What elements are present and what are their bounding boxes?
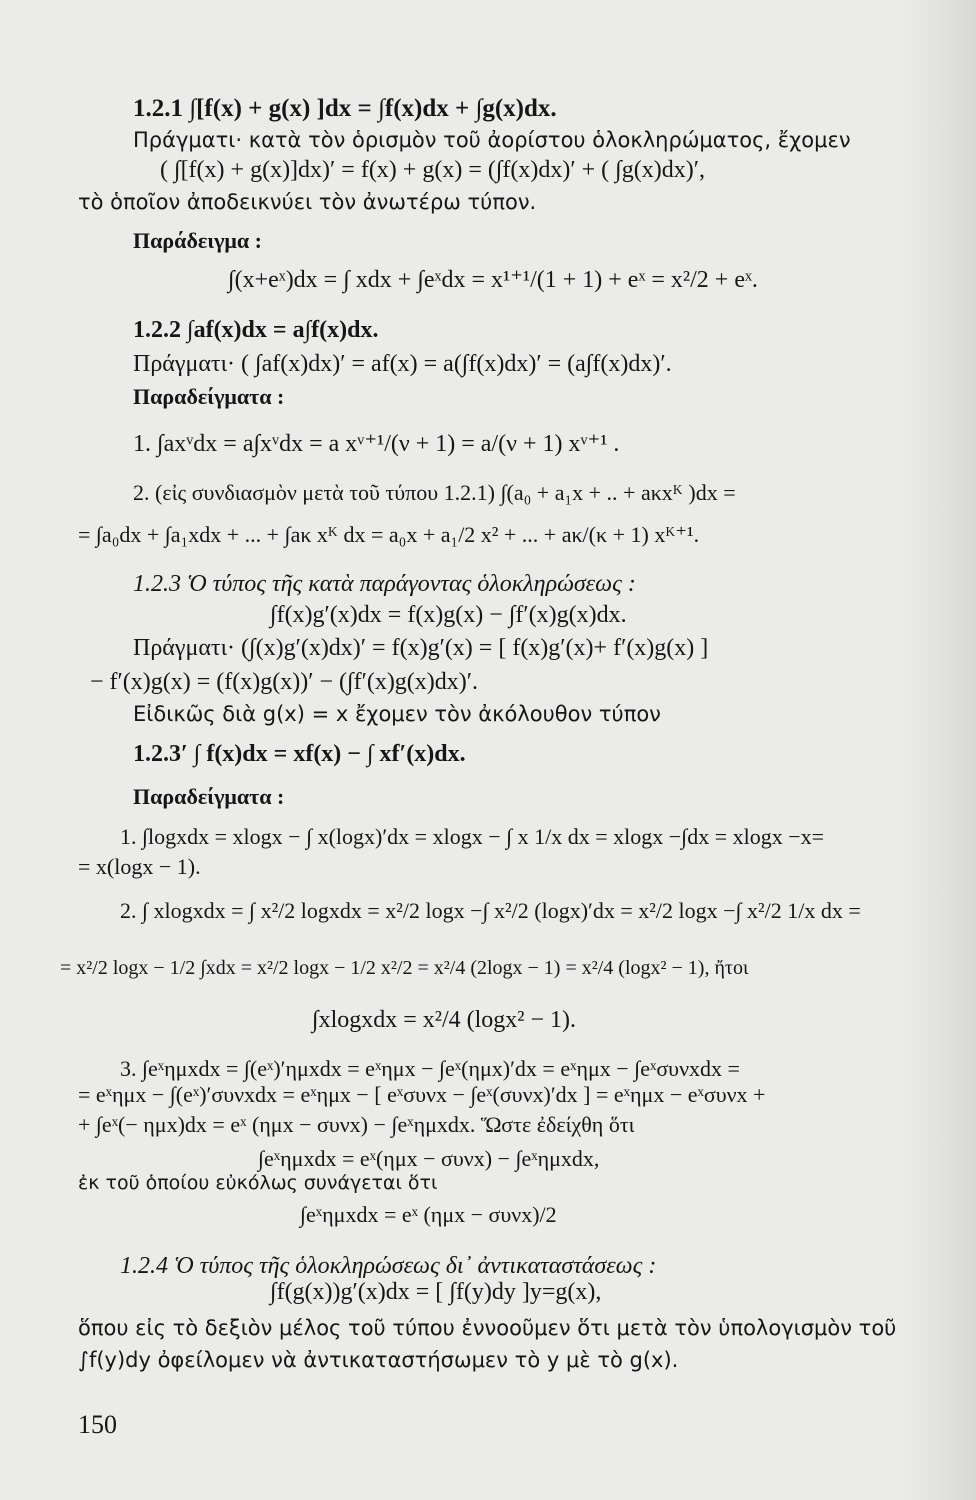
formula-line: = x(logx − 1). [78, 854, 201, 879]
formula-line: 3. ∫eˣημxdx = ∫(eˣ)′ημxdx = eˣημx − ∫eˣ(ημx)′dx = eˣημx − ∫eˣσυνxdx = [120, 1056, 740, 1081]
formula-line: ∫f(x)g′(x)dx = f(x)g(x) − ∫f′(x)g(x)dx. [270, 602, 627, 628]
formula-line: Πράγματι· (∫(x)g′(x)dx)′ = f(x)g′(x) = [ f(x)g′(x)+ f′(x)g(x) ] [133, 635, 709, 661]
formula-1-2-2: 1.2.2 ∫af(x)dx = a∫f(x)dx. [133, 317, 379, 343]
formula-line: ∫eˣημxdx = eˣ (ημx − συνx)/2 [300, 1202, 557, 1227]
formula-1-2-1: 1.2.1 ∫[f(x) + g(x) ]dx = ∫f(x)dx + ∫g(x)dx. [133, 95, 557, 122]
text-line: Πράγματι· κατὰ τὸν ὁρισμὸν τοῦ ἀορίστου ὁλοκληρώματος, ἔχομεν [133, 128, 851, 152]
formula-line: ( ∫[f(x) + g(x)]dx)′ = f(x) + g(x) = (∫f(x)dx)′ + ( ∫g(x)dx)′, [160, 157, 705, 183]
text-line: ἐκ τοῦ ὁποίου εὐκόλως συνάγεται ὅτι [78, 1172, 438, 1194]
formula-line: ∫f(g(x))g′(x)dx = [ ∫f(y)dy ]y=g(x), [270, 1279, 602, 1305]
formula-line: Πράγματι· ( ∫af(x)dx)′ = af(x) = a(∫f(x)dx)′ = (a∫f(x)dx)′. [133, 351, 672, 377]
formula-line: 2. (εἰς συνδιασμὸν μετὰ τοῦ τύπου 1.2.1) ∫(a₀ + a₁x + .. + aκxᴷ )dx = [133, 480, 736, 505]
text-line: ∫f(y)dy ὀφείλομεν νὰ ἀντικαταστήσωμεν τὸ y μὲ τὸ g(x). [78, 1348, 679, 1372]
formula-line: = ∫a₀dx + ∫a₁xdx + ... + ∫aκ xᴷ dx = a₀x + a₁/2 x² + ... + aκ/(κ + 1) xᴷ⁺¹. [78, 522, 700, 547]
page-number: 150 [78, 1410, 117, 1439]
formula-line: 1. ∫logxdx = xlogx − ∫ x(logx)′dx = xlogx − ∫ x 1/x dx = xlogx −∫dx = xlogx −x= [120, 824, 825, 849]
formula-line: ∫(x+eˣ)dx = ∫ xdx + ∫eˣdx = x¹⁺¹/(1 + 1) + eˣ = x²/2 + eˣ. [228, 267, 758, 293]
section-1-2-3: 1.2.3 Ὁ τύπος τῆς κατὰ παράγοντας ὁλοκληρώσεως : [133, 571, 636, 597]
formula-line: 1. ∫axᵛdx = a∫xᵛdx = a xᵛ⁺¹/(ν + 1) = a/(ν + 1) xᵛ⁺¹ . [133, 431, 620, 457]
formula-line: ∫xlogxdx = x²/4 (logx² − 1). [312, 1007, 577, 1033]
formula-1-2-3-prime: 1.2.3′ ∫ f(x)dx = xf(x) − ∫ xf′(x)dx. [133, 741, 466, 767]
formula-line: = x²/2 logx − 1/2 ∫xdx = x²/2 logx − 1/2 x²/2 = x²/4 (2logx − 1) = x²/4 (logx² − 1), ἤτοι [60, 957, 749, 979]
formula-line: 2. ∫ xlogxdx = ∫ x²/2 logxdx = x²/2 logx −∫ x²/2 (logx)′dx = x²/2 logx −∫ x²/2 1/x dx = [120, 898, 861, 923]
text-line: ὅπου εἰς τὸ δεξιὸν μέλος τοῦ τύπου ἐννοοῦμεν ὅτι μετὰ τὸν ὑπολογισμὸν τοῦ [78, 1316, 897, 1340]
formula-line: − f′(x)g(x) = (f(x)g(x))′ − (∫f′(x)g(x)dx)′. [90, 669, 479, 695]
heading-examples-2: Παραδείγματα : [133, 784, 285, 809]
text-line: Εἰδικῶς διὰ g(x) = x ἔχομεν τὸν ἀκόλουθον τύπον [133, 702, 661, 726]
heading-examples: Παραδείγματα : [133, 384, 285, 409]
formula-line: = eˣημx − ∫(eˣ)′συνxdx = eˣημx − [ eˣσυνx − ∫eˣ(συνx)′dx ] = eˣημx − eˣσυνx + [78, 1082, 766, 1107]
page-edge-shadow [906, 0, 976, 1500]
section-1-2-4: 1.2.4 Ὁ τύπος τῆς ὁλοκληρώσεως δι᾽ ἀντικαταστάσεως : [120, 1253, 657, 1279]
formula-line: + ∫eˣ(− ημx)dx = eˣ (ημx − συνx) − ∫eˣημxdx. Ὥστε ἐδείχθη ὅτι [78, 1112, 635, 1137]
heading-example: Παράδειγμα : [133, 228, 262, 253]
text-line: τὸ ὁποῖον ἀποδεικνύει τὸν ἀνωτέρω τύπον. [78, 190, 537, 214]
formula-line: ∫eˣημxdx = eˣ(ημx − συνx) − ∫eˣημxdx, [258, 1146, 600, 1171]
